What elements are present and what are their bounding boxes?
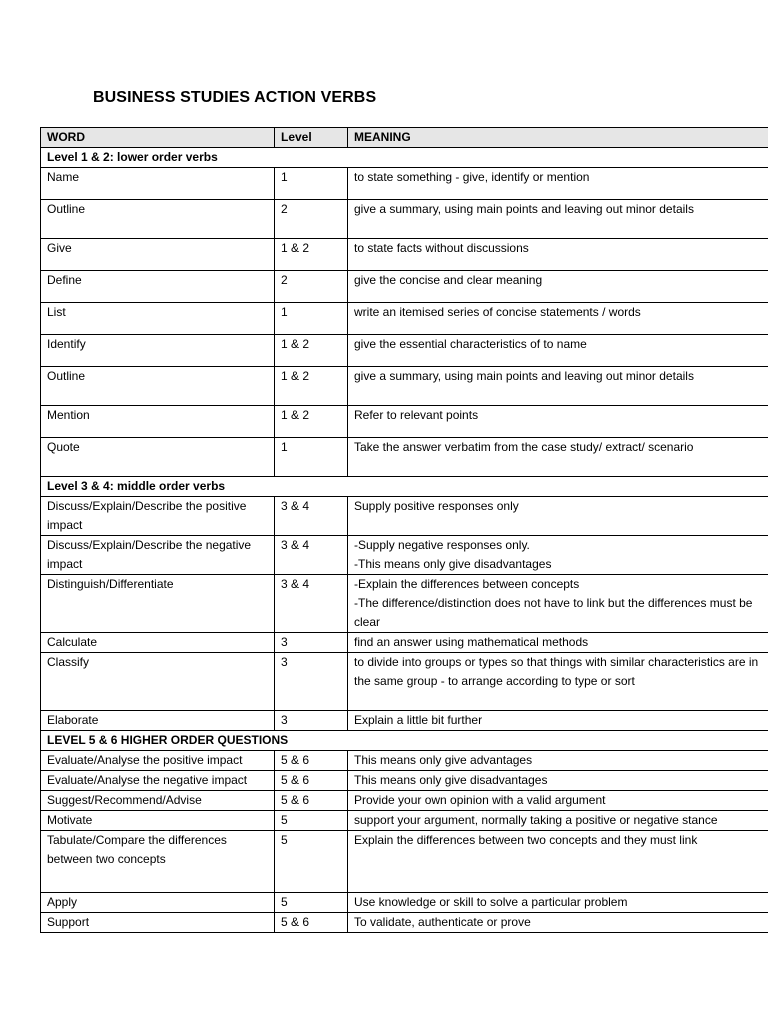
cell-meaning: give a summary, using main points and leaving out minor details (348, 200, 768, 239)
table-row (41, 239, 768, 271)
cell-meaning: support your argument, normally taking a positive or negative stance (348, 811, 768, 831)
cell-word: Name (41, 168, 275, 200)
table-row (41, 913, 768, 933)
table-row (41, 771, 768, 791)
table-header-row (41, 128, 768, 148)
table-row (41, 168, 768, 200)
table-row (41, 831, 768, 893)
cell-word: Classify (41, 653, 275, 711)
table-row (41, 497, 768, 536)
cell-word: Support (41, 913, 275, 933)
cell-meaning: give the concise and clear meaning (348, 271, 768, 303)
cell-meaning: Use knowledge or skill to solve a particular problem (348, 893, 768, 913)
column-header-level: Level (275, 128, 348, 148)
cell-level: 5 & 6 (275, 913, 348, 933)
cell-meaning: to state facts without discussions (348, 239, 768, 271)
column-header-meaning: MEANING (348, 128, 768, 148)
table-row (41, 200, 768, 239)
cell-level: 3 & 4 (275, 575, 348, 633)
cell-level: 5 & 6 (275, 791, 348, 811)
cell-level: 2 (275, 271, 348, 303)
cell-word: Evaluate/Analyse the negative impact (41, 771, 275, 791)
cell-meaning: give the essential characteristics of to name (348, 335, 768, 367)
page-title: BUSINESS STUDIES ACTION VERBS (93, 89, 377, 106)
cell-word: Calculate (41, 633, 275, 653)
table-row (41, 633, 768, 653)
table-row (41, 653, 768, 711)
cell-word: Motivate (41, 811, 275, 831)
table-row (41, 893, 768, 913)
cell-level: 1 & 2 (275, 367, 348, 406)
cell-meaning: write an itemised series of concise statements / words (348, 303, 768, 335)
cell-meaning: find an answer using mathematical methods (348, 633, 768, 653)
cell-word: Distinguish/Differentiate (41, 575, 275, 633)
table-body (41, 148, 768, 933)
table-row (41, 791, 768, 811)
cell-meaning: to divide into groups or types so that things with similar characteristics are in the same group - to arrange according to type or sort (348, 653, 768, 711)
cell-word: Mention (41, 406, 275, 438)
table-row (41, 303, 768, 335)
cell-word: Discuss/Explain/Describe the negative impact (41, 536, 275, 575)
cell-level: 3 (275, 633, 348, 653)
cell-word: Discuss/Explain/Describe the positive impact (41, 497, 275, 536)
action-verbs-table (40, 127, 768, 933)
cell-level: 1 & 2 (275, 406, 348, 438)
table-row (41, 335, 768, 367)
cell-level: 3 (275, 711, 348, 731)
section-heading: LEVEL 5 & 6 HIGHER ORDER QUESTIONS (41, 731, 768, 751)
cell-meaning: -Explain the differences between concepts -The difference/distinction does not have to link but the differences must be clear (348, 575, 768, 633)
cell-meaning: Take the answer verbatim from the case study/ extract/ scenario (348, 438, 768, 477)
cell-level: 5 (275, 893, 348, 913)
cell-meaning: This means only give disadvantages (348, 771, 768, 791)
section-heading: Level 3 & 4: middle order verbs (41, 477, 768, 497)
cell-level: 5 & 6 (275, 771, 348, 791)
cell-meaning: Explain the differences between two concepts and they must link (348, 831, 768, 893)
cell-word: Outline (41, 200, 275, 239)
cell-level: 1 (275, 168, 348, 200)
cell-meaning: to state something - give, identify or mention (348, 168, 768, 200)
cell-meaning: give a summary, using main points and leaving out minor details (348, 367, 768, 406)
cell-level: 1 & 2 (275, 335, 348, 367)
cell-meaning: Explain a little bit further (348, 711, 768, 731)
cell-word: Evaluate/Analyse the positive impact (41, 751, 275, 771)
cell-word: Give (41, 239, 275, 271)
table-row (41, 575, 768, 633)
cell-level: 3 & 4 (275, 536, 348, 575)
cell-meaning: Refer to relevant points (348, 406, 768, 438)
cell-meaning: -Supply negative responses only. -This means only give disadvantages (348, 536, 768, 575)
cell-word: Quote (41, 438, 275, 477)
section-row (41, 148, 768, 168)
cell-level: 5 (275, 831, 348, 893)
table-row (41, 406, 768, 438)
cell-word: Suggest/Recommend/Advise (41, 791, 275, 811)
table-row (41, 811, 768, 831)
cell-level: 1 (275, 438, 348, 477)
cell-meaning: Supply positive responses only (348, 497, 768, 536)
cell-word: Define (41, 271, 275, 303)
table-row (41, 438, 768, 477)
cell-meaning: This means only give advantages (348, 751, 768, 771)
cell-level: 1 (275, 303, 348, 335)
cell-word: Identify (41, 335, 275, 367)
cell-meaning: To validate, authenticate or prove (348, 913, 768, 933)
column-header-word: WORD (41, 128, 275, 148)
cell-level: 3 & 4 (275, 497, 348, 536)
cell-meaning: Provide your own opinion with a valid argument (348, 791, 768, 811)
cell-word: Apply (41, 893, 275, 913)
section-heading: Level 1 & 2: lower order verbs (41, 148, 768, 168)
table-row (41, 711, 768, 731)
cell-word: Elaborate (41, 711, 275, 731)
table-row (41, 751, 768, 771)
cell-level: 2 (275, 200, 348, 239)
table-row (41, 367, 768, 406)
cell-level: 5 & 6 (275, 751, 348, 771)
table-row (41, 536, 768, 575)
cell-level: 3 (275, 653, 348, 711)
cell-word: Outline (41, 367, 275, 406)
cell-word: List (41, 303, 275, 335)
table-row (41, 271, 768, 303)
cell-level: 5 (275, 811, 348, 831)
section-row (41, 477, 768, 497)
section-row (41, 731, 768, 751)
cell-level: 1 & 2 (275, 239, 348, 271)
cell-word: Tabulate/Compare the differences between two concepts (41, 831, 275, 893)
